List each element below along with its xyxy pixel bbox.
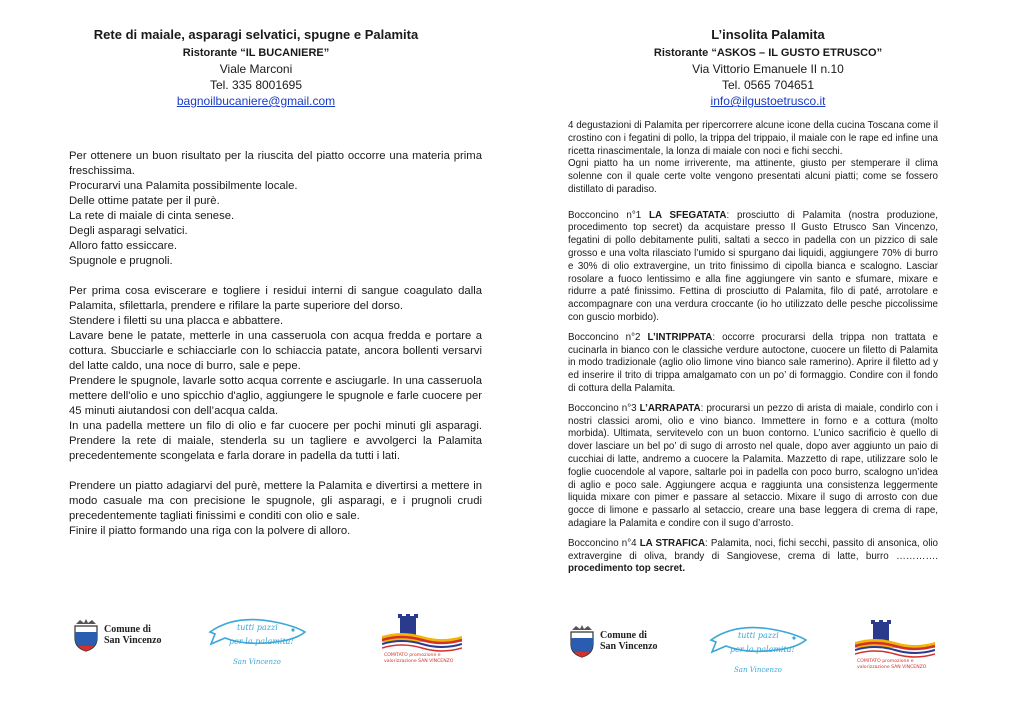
left-paragraph: Per prima cosa eviscerare e togliere i residui interni di sangue coagulato dalla Palamita, sfilettarla, prendere e rifilare la parte superiore del dorso. [69,285,482,312]
comune-label: Comune di [104,624,151,635]
left-paragraph: Finire il piatto formando una riga con la polvere di alloro. [69,525,351,537]
comitato-line-2: valorizzazione SAN VINCENZO [384,659,454,664]
left-paragraph: Lavare bene le patate, metterle in una casseruola con acqua fredda e portare a cottura. Sbucciarle e schiacciarle con lo schiaccia patate, ancora bollenti versarvi del latte caldo, una noce di burro, sale e pepe. [69,330,482,372]
left-paragraph: Prendere le spugnole, lavarle sotto acqua corrente e asciugarle. In una casseruola mettere dell'olio e uno spicchio d'aglio, aggiungere le spugnole e farle cuocere per 45 minuti aiutandosi con dell’acqua calda. [69,375,482,417]
fish-logo-sign: San Vincenzo [734,666,782,674]
comitato-logo-right [855,618,935,670]
comitato-line-1: COMITATO promozione e [857,659,914,664]
left-recipe-body [69,149,482,539]
left-paragraph: Procurarvi una Palamita possibilmente locale. [69,180,298,192]
bocconcino-4-name: LA STRAFICA [639,537,706,549]
left-paragraph: Per ottenere un buon risultato per la riuscita del piatto occorre una materia prima freschissima. [69,150,482,177]
left-phone: Tel. 335 8001695 [209,78,303,92]
right-email-link[interactable]: info@ilgustoetrusco.it [710,94,826,108]
top-secret-note: procedimento top secret. [568,563,686,575]
tutti-pazzi-fish-logo-right [706,620,816,678]
right-phone: Tel. 0565 704651 [721,78,815,92]
right-recipe-body [568,120,938,576]
left-paragraph: Delle ottime patate per il purè. [69,195,220,207]
right-intro-2: Ogni piatto ha un nome irriverente, ma attinente, giusto per stemperare il clima solenne con il quale certe volte vengono presentati alcuni piatti; come se fossero distillato di paradiso. [568,158,938,195]
comitato-line-1: COMITATO promozione e [384,653,441,658]
comune-label: Comune di [600,630,647,641]
bocconcino-2: Bocconcino n°2 L’INTRIPPATA: occorre procurarsi della trippa non trattata e cucinarla in bianco con le classiche verdure autoctone, cuocere un filetto di Palamita in modo tradizionale (aglio olio limone vino bianco sale ramerino). Aprire il filetto ad y ed inserire il trito di trippa amalgamato con un po’ di formaggio. Condire con il fondo di cottura della Palamita. [568,331,938,394]
fish-logo-sign: San Vincenzo [233,658,281,666]
bocconcino-1-name: LA SFEGATATA [649,209,727,221]
comune-town: San Vincenzo [600,641,658,652]
fish-logo-line-1: tutti pazzi [237,623,278,632]
right-intro-1: 4 degustazioni di Palamita per ripercorrere alcune icone della cucina Toscana come il crostino con i fegatini di pollo, la trippa del trippaio, il maiale con le rape ed infine una ricetta rinascimentale, la lonza di maiale con noci e fichi secchi. [568,120,938,157]
left-paragraph: Stendere i filetti su una placca e abbattere. [69,315,284,327]
bocconcino-2-name: L’INTRIPPATA [647,331,713,343]
right-address: Via Vittorio Emanuele II n.10 [692,62,844,76]
comune-logo-left [72,618,162,652]
comune-town: San Vincenzo [104,635,162,646]
bocconcino-3-name: L’ARRAPATA [639,402,701,414]
left-paragraph: Spugnole e prugnoli. [69,255,173,267]
tutti-pazzi-fish-logo-left [205,612,315,670]
left-paragraph: Alloro fatto essiccare. [69,240,177,252]
left-address: Viale Marconi [219,62,293,76]
comitato-logo-left [382,612,462,664]
left-paragraph: Degli asparagi selvatici. [69,225,188,237]
fish-logo-line-1: tutti pazzi [738,631,779,640]
right-restaurant: Ristorante “ASKOS – IL GUSTO ETRUSCO” [653,47,883,59]
right-title: L’insolita Palamita [711,27,825,42]
left-paragraph: Prendere un piatto adagiarvi del purè, mettere la Palamita e divertirsi a mettere in modo casuale ma con precisione le spugnole, gli asparagi, e i prugnoli crudi precedentemente tagliati finissimi e conditi con olio e sale. [69,480,482,522]
left-email-link[interactable]: bagnoilbucaniere@gmail.com [176,94,336,108]
left-title: Rete di maiale, asparagi selvatici, spugne e Palamita [93,27,419,42]
bocconcino-1: Bocconcino n°1 LA SFEGATATA: prosciutto di Palamita (nostra produzione, procedimento top secret) da acquistare presso Il Gusto Etrusco San Vincenzo, fegatini di pollo debitamente puliti, saltati a secco in padella con un pizzico di sale grosso e una volta rilasciato l’umido si spurgano dai liquidi, aggiungere 70% di burro e 30% di olio extravergine, un trito finissimo di cipolla bianca e scalogno. Lasciar rosolare a fuoco lentissimo e alla fine aggiungere vin santo e sfumare, mixare e ridurre a paté finissimo. Fettina di prosciutto di Palamita, filo di paté, arrotolare e accompagnare con una verdura croccante (io ho utilizzato delle pesche piccolissime con guscio morbido). [568,209,938,323]
fish-logo-line-2: per la palamita! [229,637,294,646]
left-restaurant: Ristorante “IL BUCANIERE” [182,47,330,59]
left-paragraph: In una padella mettere un filo di olio e far cuocere per pochi minuti gli asparagi. Prendere la rete di maiale, stenderla su un tagliere e avvolgerci la Palamita precedentemente scongelata e farla dorare in padella da tutti i lati. [69,420,482,462]
right-header [512,27,1024,109]
left-header [0,27,512,109]
fish-logo-line-2: per la palamita! [730,645,795,654]
coat-of-arms-icon [72,618,100,652]
coat-of-arms-icon [568,624,596,658]
comitato-line-2: valorizzazione SAN VINCENZO [857,665,927,670]
bocconcino-3: Bocconcino n°3 L’ARRAPATA: procurarsi un pezzo di arista di maiale, condirlo con i nostri classici aromi, olio e vino bianco. Immettere in forno e a cottura (molto morbida). Ultimata, servitevelo con un buon contorno. L’unico sacrificio è quello di dover lasciare un bel po’ di sugo di arrosto nel quale, dopo aver aggiunto un paio di cucchiai di latte, andremo a cuocere la Palamita. Mazzetto di rape, utilizzare solo le foglie cuocendole al vapore, saltarle poi in padella con poco burro, scalogno un’idea di aglio e poco sale. Aggiungere acqua e raggiunta una consistenza leggermente liquida mixare con pimer e passare al setaccio. Mixare il sugo di arrosto con due gocce di limone e passarlo al setaccio, creare una base leggera di crema di rape, adagiare la Palamita e condire con il sugo d’arrosto. [568,402,938,529]
bocconcino-4: Bocconcino n°4 LA STRAFICA: Palamita, noci, fichi secchi, passito di ansonica, olio extravergine di oliva, brandy di Sangiovese, crema di latte, burro …………. procedimento top secret. [568,537,938,575]
left-paragraph: La rete di maiale di cinta senese. [69,210,235,222]
comune-logo-right [568,624,658,658]
